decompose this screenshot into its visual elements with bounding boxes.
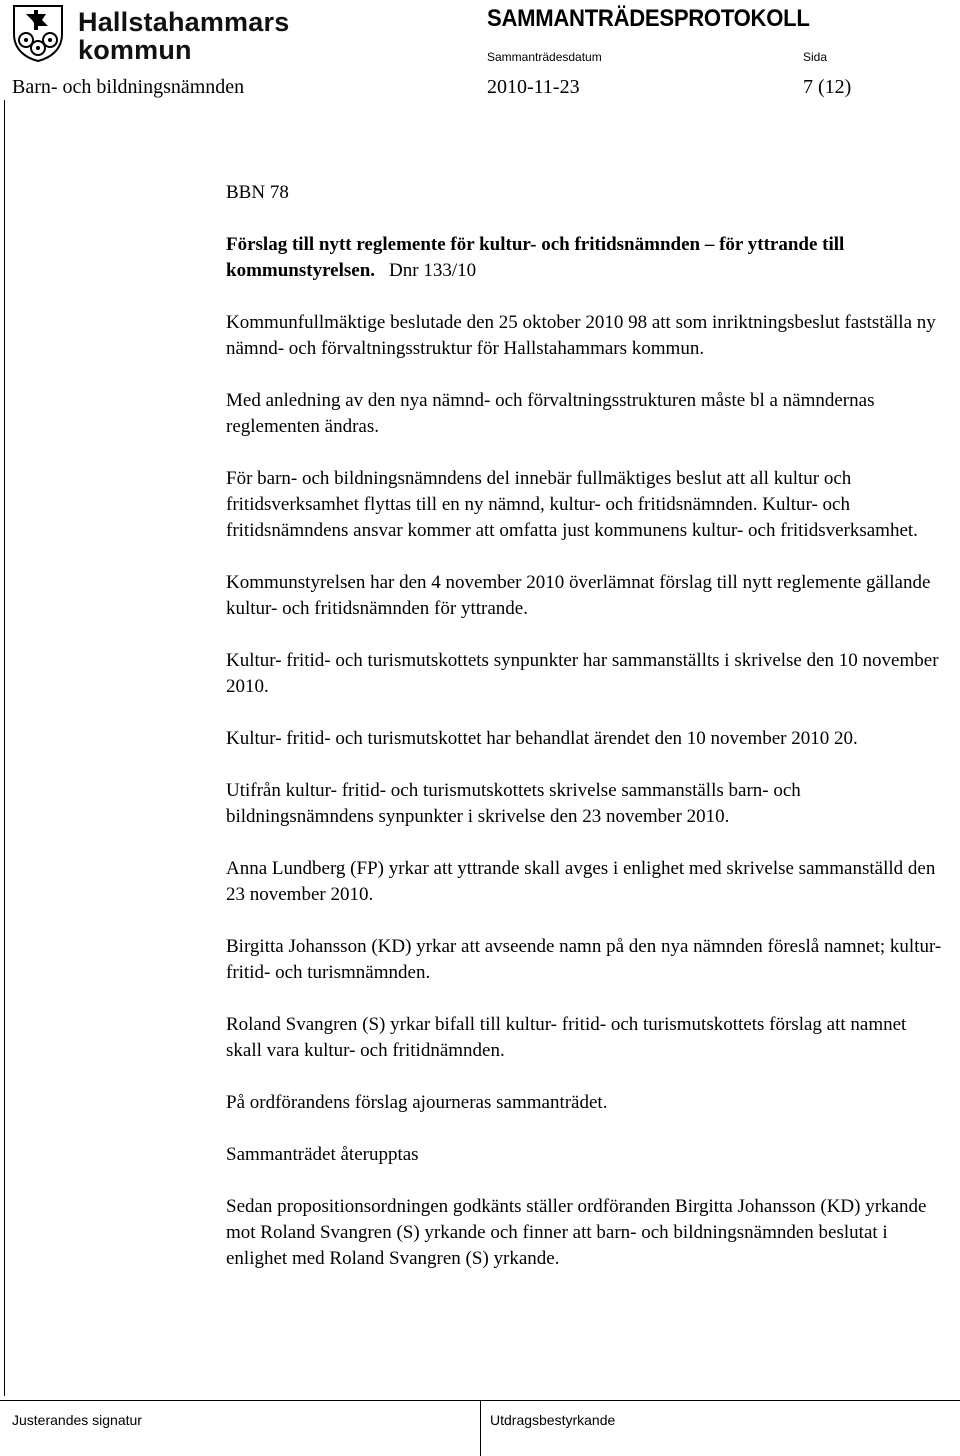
footer-column-divider [480,1400,481,1456]
meeting-date: 2010-11-23 [487,76,580,98]
paragraph: För barn- och bildningsnämndens del innebär fullmäktiges beslut att all kultur och fritidsverksamhet flyttas till en ny nämnd, kultur- och fritidsnämnden. Kultur- och fritidsnämndens ansvar kommer att omfatta just kommunens kultur- och fritidsverksamhet. [226,468,918,541]
document-title: SAMMANTRÄDESPROTOKOLL [487,5,810,32]
page-number: 7 (12) [803,76,852,98]
coat-of-arms-icon [12,4,64,62]
paragraph-ref: BBN 78 [226,182,289,203]
paragraph: Med anledning av den nya nämnd- och förvaltningsstrukturen måste bl a nämndernas reglementen ändras. [226,390,875,437]
municipality-logo [12,4,290,65]
extract-certification-label: Utdragsbestyrkande [490,1412,616,1428]
paragraph: Utifrån kultur- fritid- och turismutskottets skrivelse sammanställs barn- och bildningsnämndens synpunkter i skrivelse den 23 november 2010. [226,780,801,827]
protocol-body [226,180,946,1298]
paragraph: Kommunstyrelsen har den 4 november 2010 överlämnat förslag till nytt reglemente gällande kultur- och fritidsnämnden för yttrande. [226,572,931,619]
paragraph: Anna Lundberg (FP) yrkar att yttrande skall avges i enlighet med skrivelse sammanställd den 23 november 2010. [226,858,936,905]
page-label: Sida [803,50,828,64]
item-title [226,232,946,284]
paragraph: Birgitta Johansson (KD) yrkar att avseende namn på den nya nämnden föreslå namnet; kultur- fritid- och turismnämnden. [226,936,942,983]
logo-line1: Hallstahammars [78,7,290,37]
paragraph: Sammanträdet återupptas [226,1144,419,1165]
paragraph: Kultur- fritid- och turismutskottet har behandlat ärendet den 10 november 2010 20. [226,728,858,749]
committee-name: Barn- och bildningsnämnden [12,76,245,98]
case-number: Dnr 133/10 [389,260,477,281]
paragraph: Kommunfullmäktige beslutade den 25 oktober 2010 98 att som inriktningsbeslut fastställa ny nämnd- och förvaltningsstruktur för Hallstahammars kommun. [226,312,936,359]
paragraph: Sedan propositionsordningen godkänts ställer ordföranden Birgitta Johansson (KD) yrkande mot Roland Svangren (S) yrkande och finner att barn- och bildningsnämnden beslutat i enlighet med Roland Svangren (S) yrkande. [226,1196,927,1269]
signature-label: Justerandes signatur [12,1412,142,1428]
paragraph: Kultur- fritid- och turismutskottets synpunkter har sammanställts i skrivelse den 10 november 2010. [226,650,939,697]
logo-line2: kommun [78,35,192,65]
paragraph: Roland Svangren (S) yrkar bifall till kultur- fritid- och turismutskottets förslag att namnet skall vara kultur- och fritidnämnden. [226,1014,907,1061]
margin-rule [4,100,5,1396]
logo-wordmark [78,8,289,64]
item-title-text: Förslag till nytt reglemente för kultur- och fritidsnämnden – för yttrande till kommunstyrelsen. [226,234,845,281]
paragraph: På ordförandens förslag ajourneras sammanträdet. [226,1092,608,1113]
date-label: Sammanträdesdatum [487,50,602,64]
